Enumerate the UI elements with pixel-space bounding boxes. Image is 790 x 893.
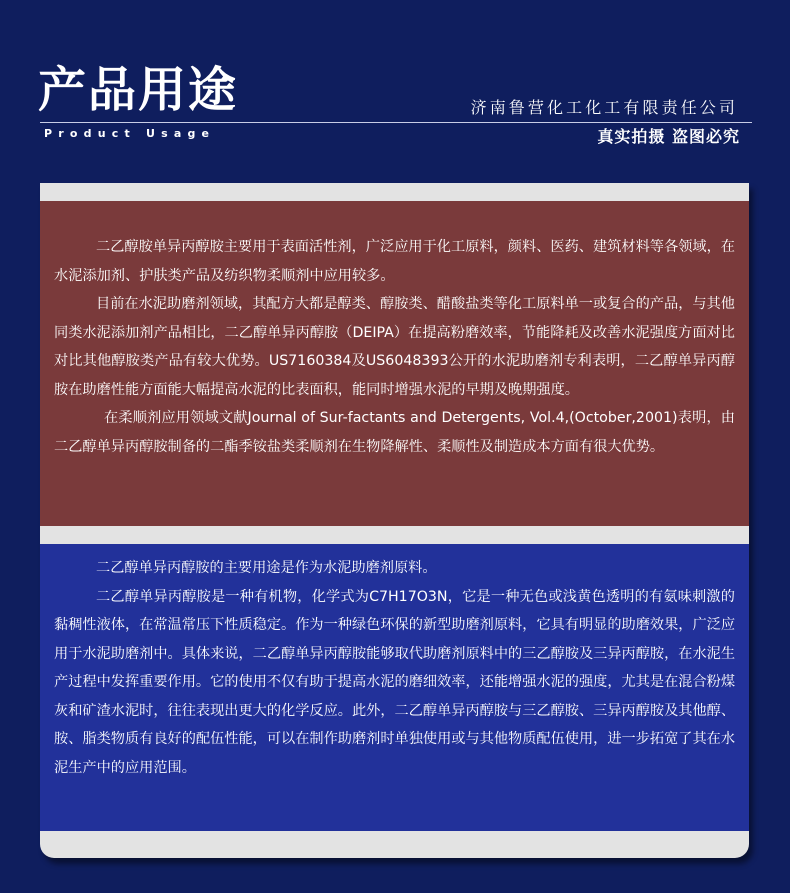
usage-paragraph: 二乙醇胺单异丙醇胺主要用于表面活性剂，广泛应用于化工原料，颜料、医药、建筑材料等各领域，在水泥添加剂、护肤类产品及纺织物柔顺剂中应用较多。 bbox=[54, 239, 735, 284]
usage-paragraph: 在柔顺剂应用领域文献Journal of Sur-factants and Detergents, Vol.4,(October,2001)表明，由二乙醇单异丙醇胺制备的二酯季铵盐类柔顺剂在生物降解性、柔顺性及制造成本方面有很大优势。 bbox=[54, 410, 735, 455]
cement-usage-panel bbox=[40, 544, 749, 831]
header-divider bbox=[40, 122, 752, 123]
usage-paragraph: 二乙醇单异丙醇胺是一种有机物，化学式为C7H17O3N，它是一种无色或浅黄色透明的有氨味刺激的黏稠性液体，在常温常压下性质稳定。作为一种绿色环保的新型助磨剂原料，它具有明显的助磨效果，广泛应用于水泥助磨剂中。具体来说，二乙醇单异丙醇胺能够取代助磨剂原料中的三乙醇胺及三异丙醇胺，在水泥生产过程中发挥重要作用。它的使用不仅有助于提高水泥的磨细效率，还能增强水泥的强度，尤其是在混合粉煤灰和矿渣水泥时，往往表现出更大的化学反应。此外，二乙醇单异丙醇胺与三乙醇胺、三异丙醇胺及其他醇、胺、脂类物质有良好的配伍性能，可以在制作助磨剂时单独使用或与其他物质配伍使用，进一步拓宽了其在水泥生产中的应用范围。 bbox=[54, 588, 736, 776]
copyright-notice: 真实拍摄 盗图必究 bbox=[597, 127, 740, 146]
content-card bbox=[40, 183, 749, 858]
surfactant-usage-panel bbox=[40, 201, 749, 526]
usage-paragraph: 目前在水泥助磨剂领域，其配方大都是醇类、醇胺类、醋酸盐类等化工原料单一或复合的产品，与其他同类水泥添加剂产品相比，二乙醇单异丙醇胺（DEIPA）在提高粉磨效率，节能降耗及改善水泥强度方面对比对比其他醇胺类产品有较大优势。US7160384及US6048393公开的水泥助磨剂专利表明，二乙醇单异丙醇胺在助磨性能方面能大幅提高水泥的比表面积，能同时增强水泥的早期及晚期强度。 bbox=[54, 296, 735, 398]
page-subtitle: Product Usage bbox=[44, 127, 216, 140]
page-title: 产品用途 bbox=[38, 62, 239, 118]
usage-paragraph: 二乙醇单异丙醇胺的主要用途是作为水泥助磨剂原料。 bbox=[96, 560, 437, 576]
company-name: 济南鲁营化工化工有限责任公司 bbox=[470, 98, 738, 117]
page-header bbox=[0, 0, 790, 170]
